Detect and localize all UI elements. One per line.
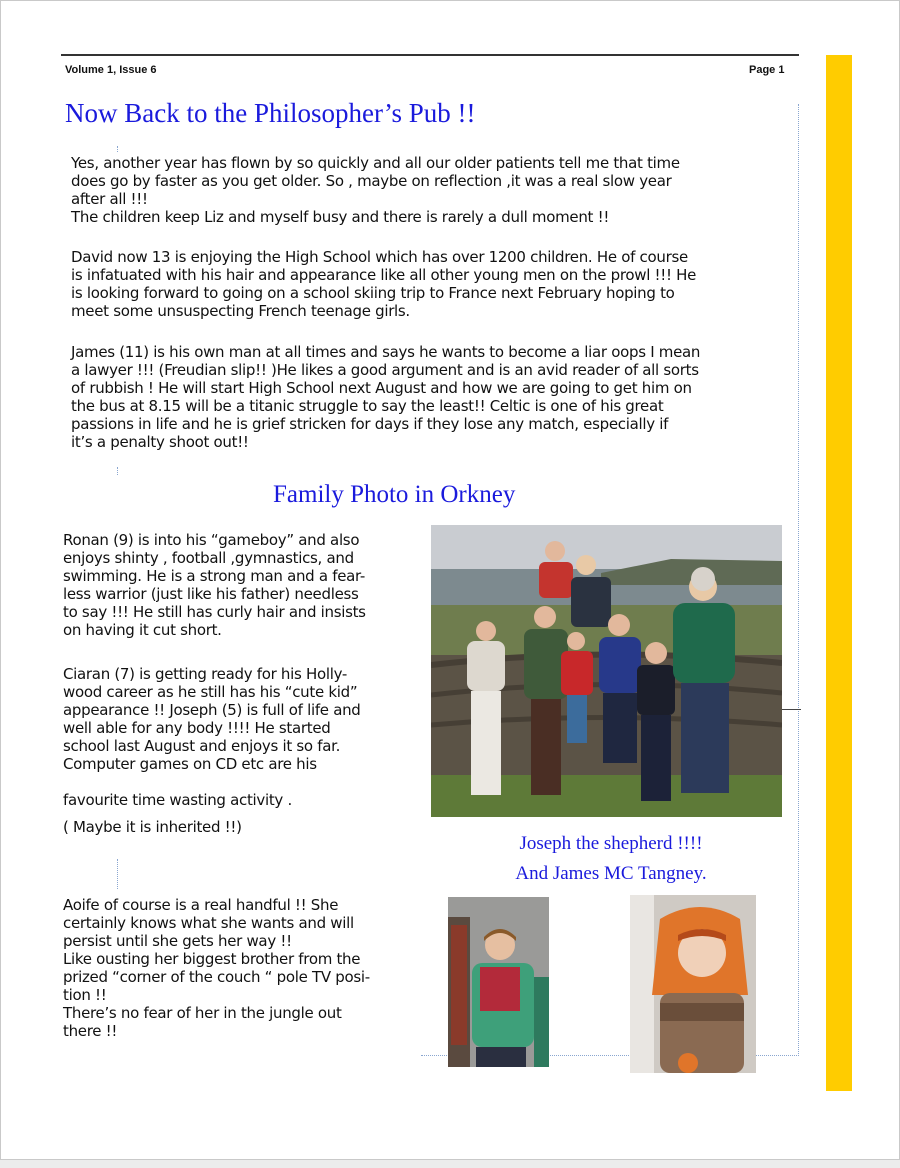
text-guide-mark	[117, 859, 118, 889]
shepherd-photo-james	[630, 895, 756, 1073]
paragraph-james: James (11) is his own man at all times and says he wants to become a liar oops I mean a lawyer !!! (Freudian slip!! )He likes a good argument and is an avid reader of all sorts of rubbish ! He will start High School next August and how we are going to get him on the bus at 8.15 will be a titanic struggle to say the least!! Celtic is one of his great passions in life and he is grief stricken for days if they lose any match, especially if it’s a penalty shoot out!!	[71, 343, 701, 451]
paragraph-aoife: Aoife of course is a real handful !! She certainly knows what she wants and will persist until she gets her way !! Like ousting her biggest brother from the prized “corner of the couch “ pole TV posi- tion !! There’s no fear of her in the jungle out there !!	[63, 896, 370, 1040]
frame-handle	[779, 709, 801, 710]
article-title: Now Back to the Philosopher’s Pub !!	[65, 98, 476, 128]
paragraph-intro: Yes, another year has flown by so quickly and all our older patients tell me that time does go by faster as you get older. So , maybe on reflection ,it was a real slow year after all !!! The children keep Liz and myself busy and there is rarely a dull moment !!	[71, 154, 680, 226]
accent-bar	[826, 55, 852, 1091]
text-guide-mark	[117, 146, 118, 152]
text-guide-mark	[117, 467, 118, 475]
family-photo	[431, 525, 782, 817]
page-number: Page 1	[749, 64, 785, 76]
photo-caption-line-1: Joseph the shepherd !!!!	[519, 833, 703, 854]
paragraph-ciaran: Ciaran (7) is getting ready for his Holly- wood career as he still has his “cute kid” appearance !! Joseph (5) is full of life and well able for any body !!!! He started school last August and enjoys it so far. Computer games on CD etc are his	[63, 665, 361, 773]
issue-label: Volume 1, Issue 6	[65, 64, 157, 76]
paragraph-david: David now 13 is enjoying the High School which has over 1200 children. He of course is infatuated with his hair and appearance like all other young men on the prowl !!! He is looking forward to going on a school skiing trip to France next February hoping to meet some unsuspecting French teenage girls.	[71, 248, 697, 320]
shepherd-photo-joseph	[448, 897, 549, 1067]
header-rule	[61, 54, 799, 56]
paragraph-ronan: Ronan (9) is into his “gameboy” and also enjoys shinty , football ,gymnastics, and swimming. He is a strong man and a fear- less warrior (just like his father) needless to say !!! He still has curly hair and insists on having it cut short.	[63, 531, 366, 639]
frame-guide-vertical	[798, 104, 799, 1056]
paragraph-maybe: ( Maybe it is inherited !!)	[63, 818, 242, 836]
photo-caption-line-2: And James MC Tangney.	[515, 863, 707, 884]
section-heading: Family Photo in Orkney	[273, 481, 516, 508]
paragraph-favourite: favourite time wasting activity .	[63, 791, 292, 809]
